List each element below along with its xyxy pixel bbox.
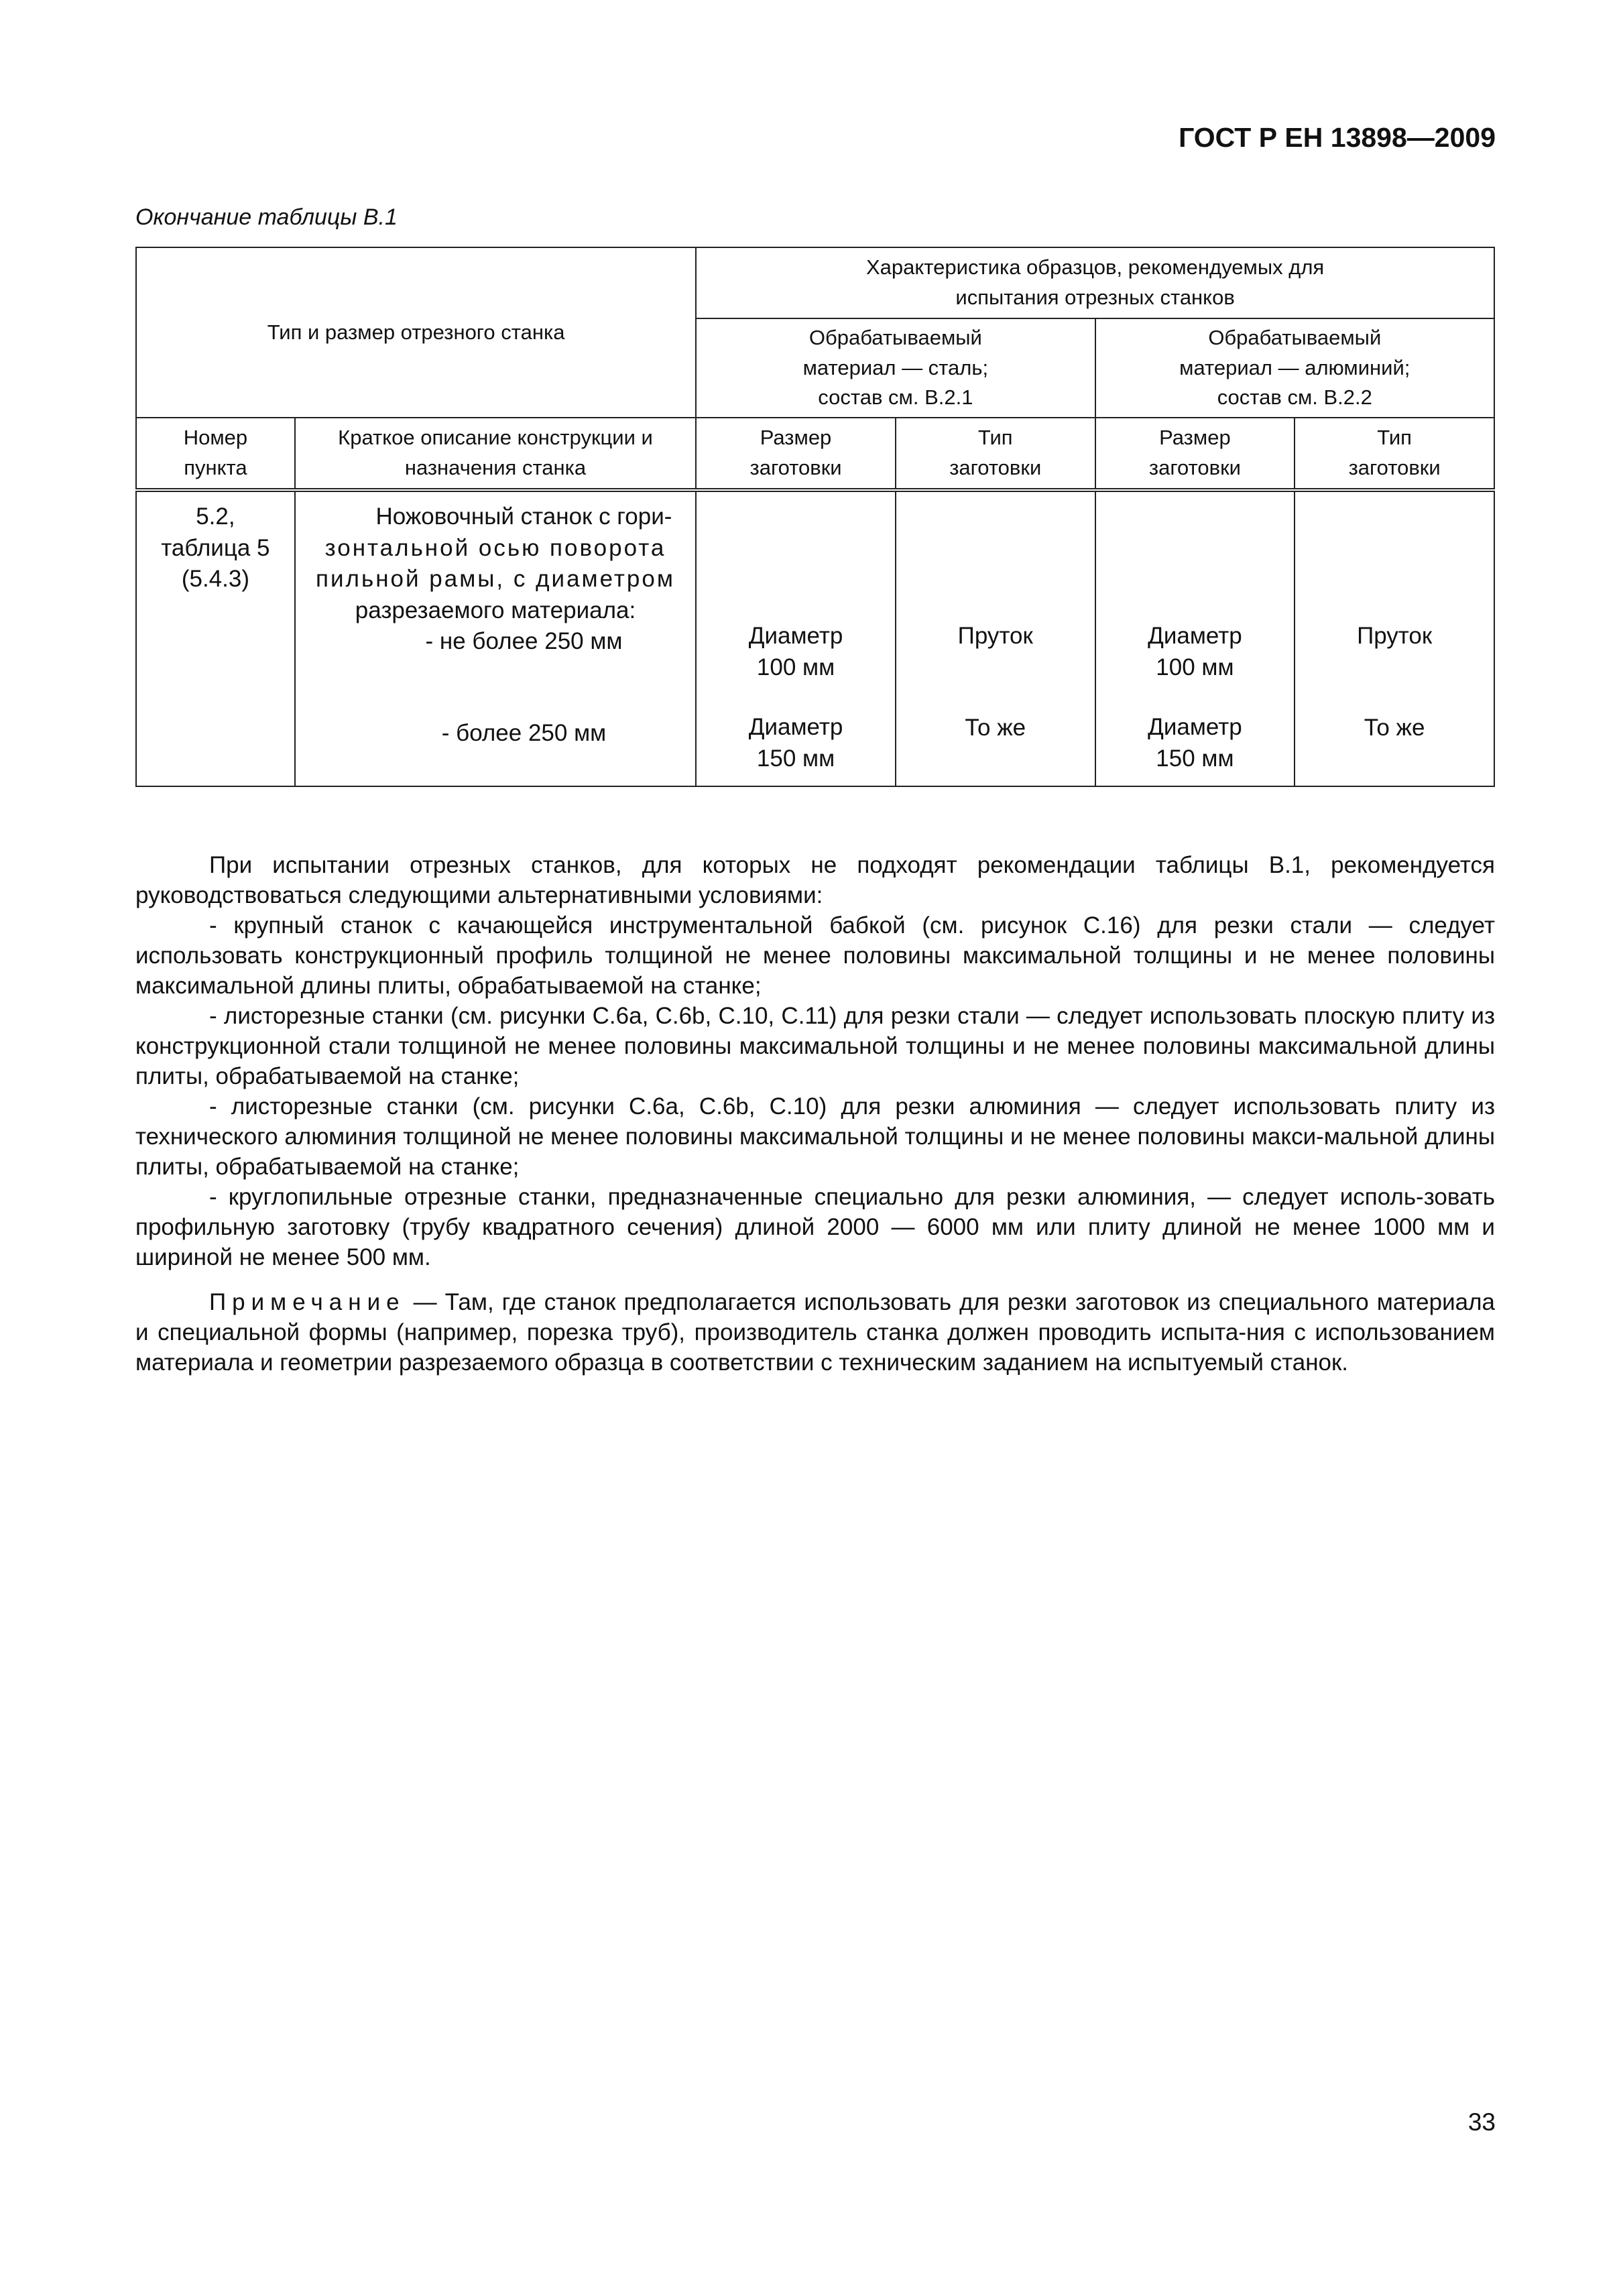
header-line: Номер (183, 426, 248, 450)
cell-line: Диаметр (748, 714, 843, 741)
header-line: заготовки (949, 456, 1042, 479)
cell-spacer (902, 501, 1089, 621)
aluminium-header-line: состав см. В.2.2 (1217, 385, 1372, 410)
cell-line: - не более 250 мм (425, 628, 623, 655)
description-header (295, 418, 696, 490)
steel-header-line: Обрабатываемый (808, 325, 982, 349)
cell-spacer (902, 652, 1089, 713)
cell-line: 100 мм (1156, 654, 1234, 680)
cell-line: - более 250 мм (441, 719, 607, 746)
document-header: ГОСТ Р ЕН 13898—2009 (1179, 122, 1496, 153)
specimen-table (135, 247, 1495, 787)
cell-spacer (1101, 501, 1289, 621)
aluminium-type-cell (1295, 490, 1494, 786)
header-line: заготовки (1348, 456, 1441, 479)
list-item: - листорезные станки (см. рисунки С.6а, С.6b, С.10) для резки алюминия — следует использовать плиту из технического алюминия толщиной не менее половины максимальной толщины и не менее половины макси-мальной длины плиты, обрабатываемой на станке; (135, 1093, 1495, 1180)
steel-header-line: материал — сталь; (802, 355, 989, 379)
note-label: Примечание (209, 1289, 406, 1315)
characteristics-header-line: испытания отрезных станков (955, 286, 1235, 309)
aluminium-size-header (1095, 418, 1295, 490)
steel-type-cell (896, 490, 1095, 786)
body-text (135, 850, 1495, 1378)
table-header-row (136, 247, 1494, 318)
cell-spacer (1301, 501, 1488, 621)
cell-line: Ножовочный станок с гори- (375, 503, 672, 530)
characteristics-header (696, 247, 1494, 318)
cell-line: 5.2, (196, 503, 235, 530)
page-number: 33 (1467, 2108, 1496, 2136)
note-paragraph (135, 1287, 1495, 1378)
header-line: заготовки (749, 456, 842, 479)
intro-paragraph: При испытании отрезных станков, для которых не подходят рекомендации таблицы В.1, рекомендуется руководствоваться следующими альтернативными условиями: (135, 852, 1495, 908)
header-line: Краткое описание конструкции и (338, 426, 653, 450)
item-number-header (136, 418, 295, 490)
aluminium-type-header (1295, 418, 1494, 490)
cell-line: пильной рамы, с диаметром (316, 566, 675, 593)
cell-line: То же (965, 714, 1026, 741)
header-line: заготовки (1148, 456, 1241, 479)
item-number-cell (136, 490, 295, 786)
aluminium-header-line: материал — алюминий; (1179, 355, 1410, 379)
list-item: - круглопильные отрезные станки, предназначенные специально для резки алюминия, — следует исполь-зовать профильную заготовку (трубу квадратного сечения) длиной 2000 — 6000 мм или плиту длиной не менее 1000 мм и шириной не менее 500 мм. (135, 1184, 1495, 1270)
aluminium-header (1095, 318, 1494, 418)
characteristics-header-line: Характеристика образцов, рекомендуемых для (865, 255, 1325, 280)
type-and-size-header: Тип и размер отрезного станка (136, 247, 696, 418)
cell-line: (5.4.3) (181, 566, 249, 593)
cell-line: Пруток (957, 623, 1033, 649)
aluminium-header-line: Обрабатываемый (1208, 325, 1382, 349)
cell-spacer (702, 683, 890, 712)
cell-line: зонтальной осью поворота (324, 534, 666, 561)
header-line: пункта (184, 456, 247, 479)
table-caption: Окончание таблицы В.1 (135, 204, 398, 230)
cell-line: таблица 5 (161, 534, 270, 561)
cell-line: Диаметр (1148, 714, 1242, 741)
header-line: Размер (1159, 426, 1231, 450)
aluminium-size-cell (1095, 490, 1295, 786)
cell-line: 150 мм (756, 745, 835, 772)
header-line: назначения станка (404, 456, 587, 479)
cell-line: Диаметр (1148, 623, 1242, 649)
cell-line: Диаметр (748, 623, 843, 649)
steel-type-header (896, 418, 1095, 490)
cell-spacer (1301, 652, 1488, 713)
steel-size-header (696, 418, 896, 490)
note-text: — Там, где станок предполагается использовать для резки заготовок из специального материала и специальной формы (например, порезка труб), производитель станка должен проводить испыта-ния с использованием материала и геометрии разрезаемого образца в соответствии с техническим заданием на испытуемый станок. (135, 1289, 1495, 1376)
description-cell (295, 490, 696, 786)
steel-header-line: состав см. В.2.1 (818, 385, 973, 410)
steel-header (696, 318, 1095, 418)
list-item: - листорезные станки (см. рисунки С.6а, С.6b, С.10, С.11) для резки стали — следует использовать плоскую плиту из конструкционной стали толщиной не менее половины максимальной толщины и не менее половины максимальной длины плиты, обрабатываемой на станке; (135, 1003, 1495, 1089)
header-line: Размер (760, 426, 832, 450)
cell-line: Пруток (1357, 623, 1433, 649)
steel-size-cell (696, 490, 896, 786)
header-line: Тип (977, 426, 1013, 450)
cell-line: То же (1364, 714, 1425, 741)
header-line: Тип (1377, 426, 1412, 450)
cell-line: 150 мм (1156, 745, 1234, 772)
row-gap (301, 658, 690, 718)
cell-line: разрезаемого материала: (355, 597, 636, 623)
cell-spacer (702, 501, 890, 621)
cell-line: 100 мм (756, 654, 835, 680)
column-header-row (136, 418, 1494, 490)
list-item: - крупный станок с качающейся инструментальной бабкой (см. рисунок С.16) для резки стали — следует использовать конструкционный профиль толщиной не менее половины максимальной толщины и не менее половины максимальной длины плиты, обрабатываемой на станке; (135, 912, 1495, 999)
cell-spacer (1101, 683, 1289, 712)
table-row (136, 490, 1494, 786)
